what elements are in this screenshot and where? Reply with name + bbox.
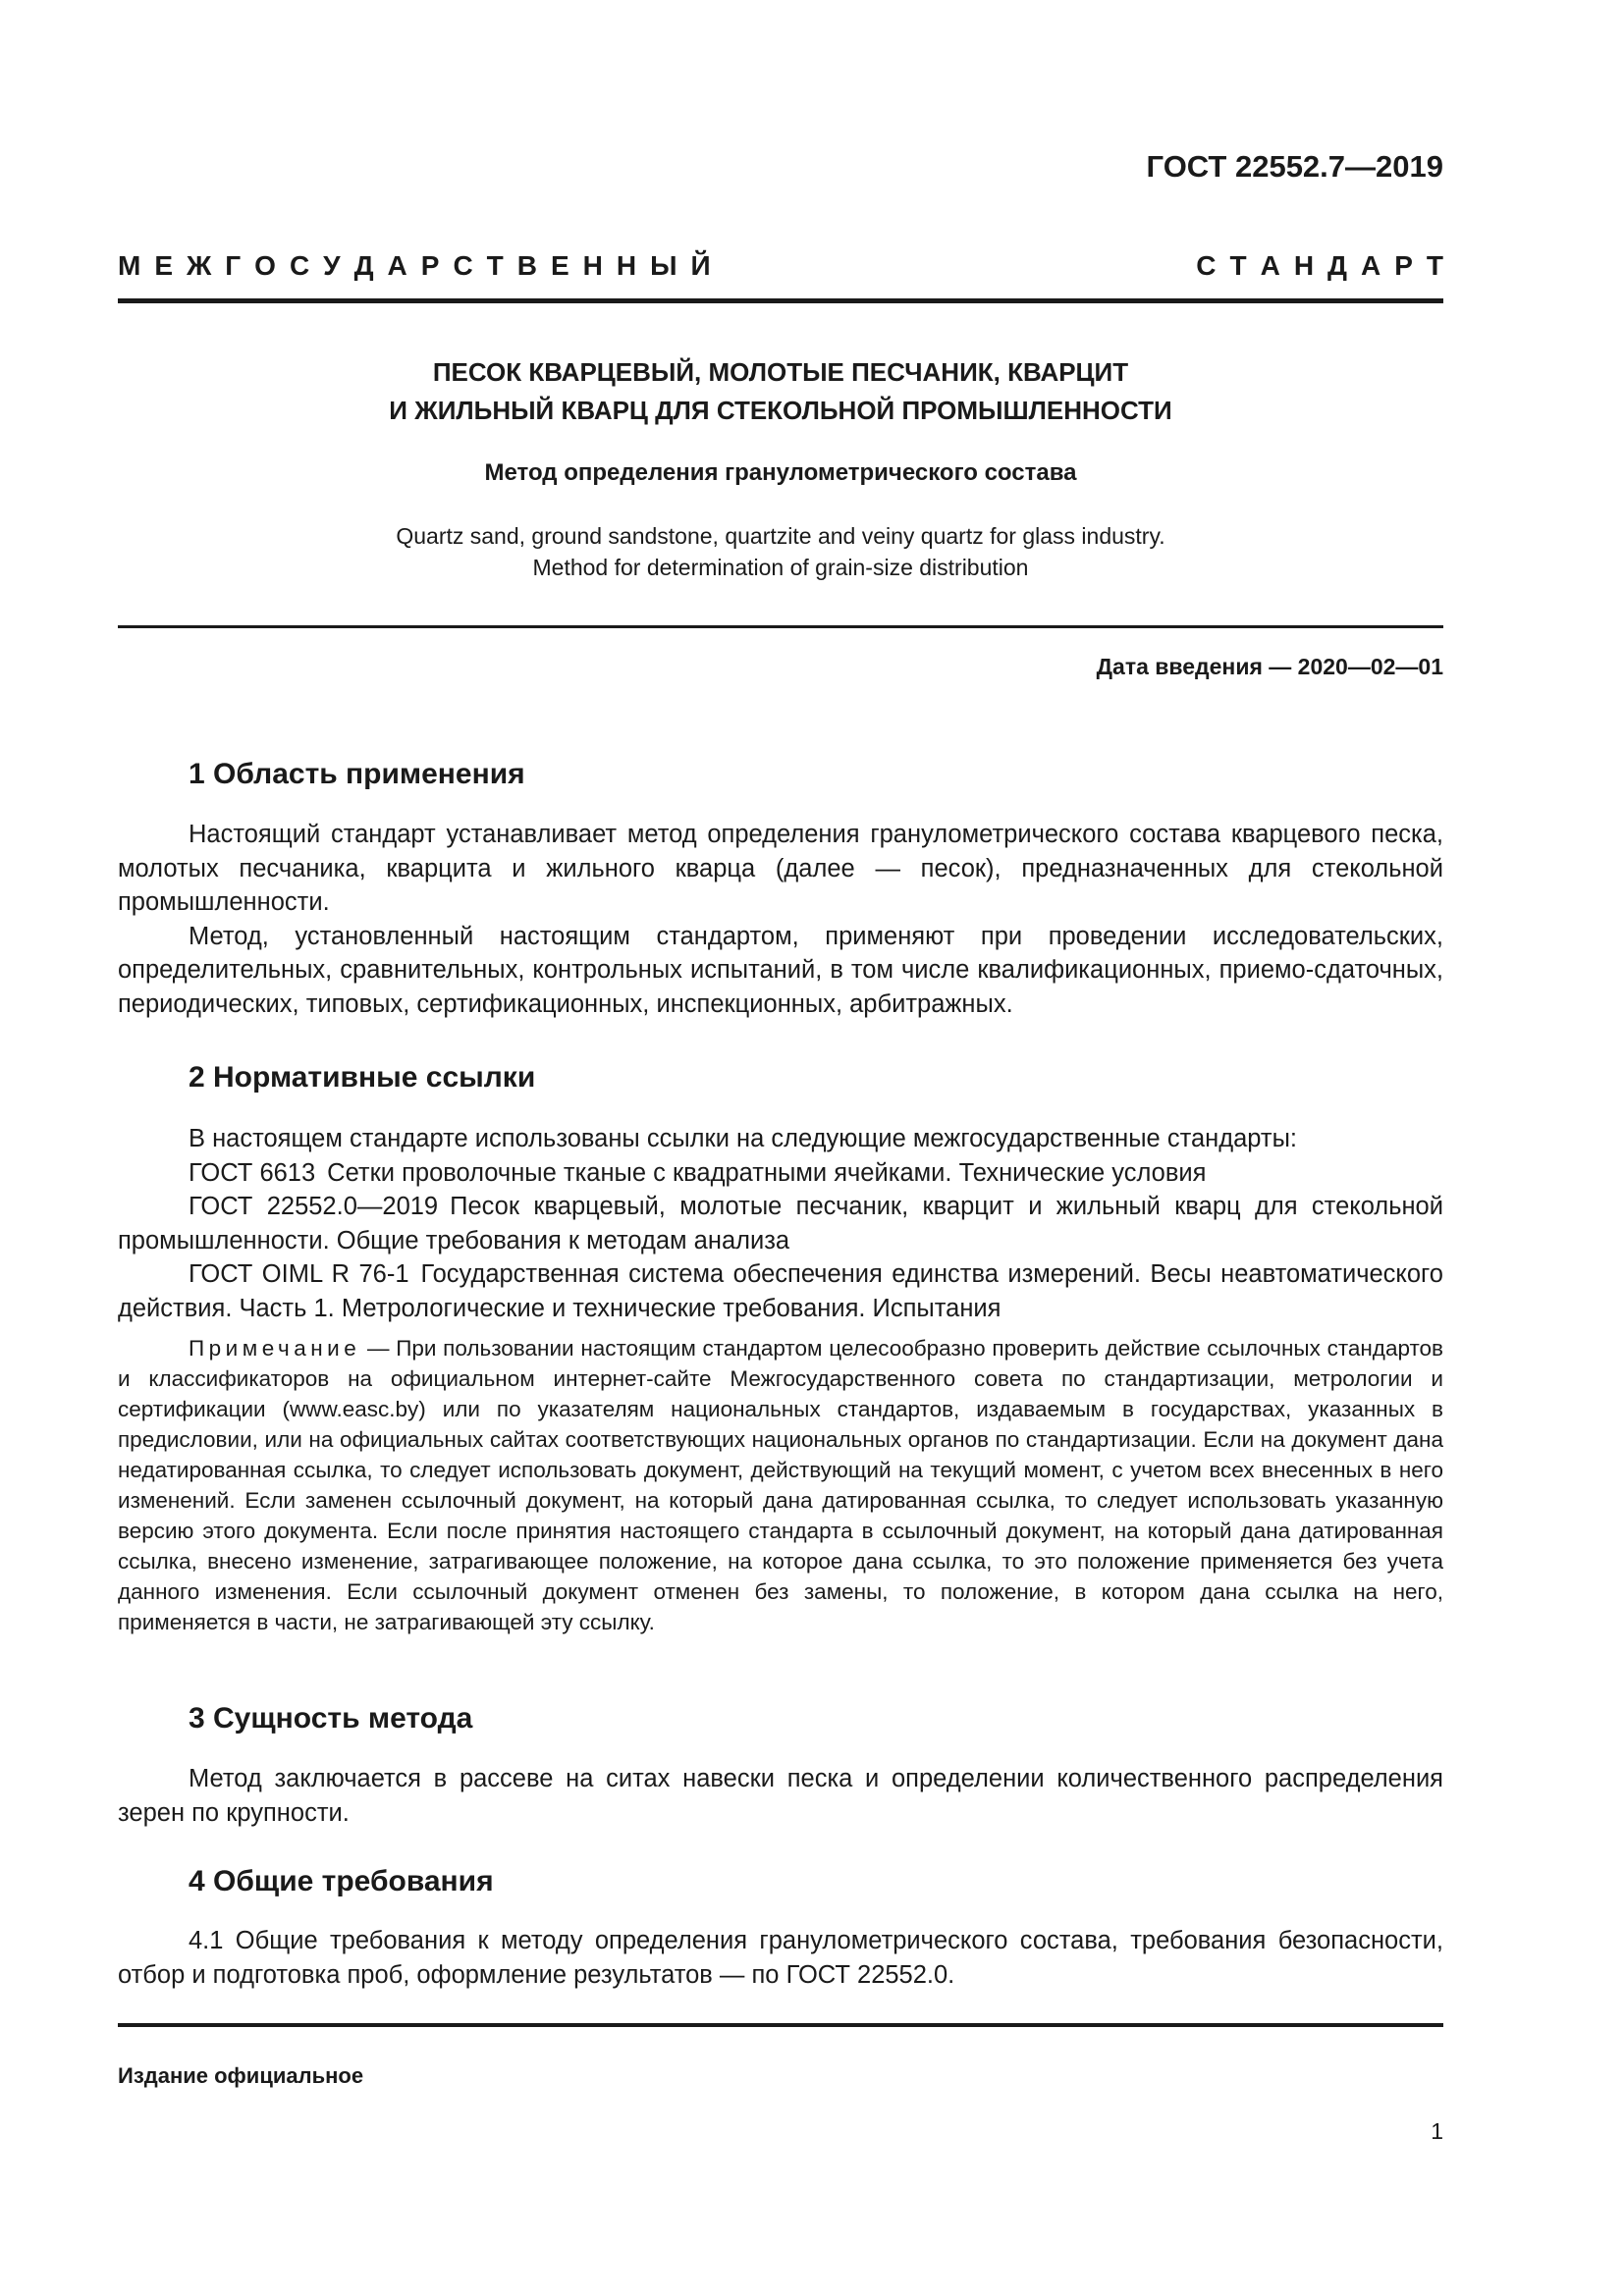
reference-gost-6613 — [118, 1156, 1443, 1191]
section-3-heading: 3 Сущность метода — [189, 1702, 473, 1735]
note-label: Примечание — [189, 1336, 361, 1361]
references-note — [118, 1333, 1443, 1637]
section-2-heading: 2 Нормативные ссылки — [189, 1061, 536, 1094]
introduction-date: Дата введения — 2020—02—01 — [1096, 654, 1443, 679]
official-edition-label: Издание официальное — [118, 2063, 364, 2088]
standard-banner — [118, 250, 1443, 282]
section-4-paragraph-1: 4.1 Общие требования к методу определения гранулометрического состава, требования безопасности, отбор и подготовка проб, оформление результатов — по ГОСТ 22552.0. — [118, 1927, 1443, 1989]
section-1-heading: 1 Область применения — [189, 758, 525, 790]
title-ru-line-1: ПЕСОК КВАРЦЕВЫЙ, МОЛОТЫЕ ПЕСЧАНИК, КВАРЦИТ — [432, 357, 1129, 387]
note-text: — При пользовании настоящим стандартом целесообразно проверить действие ссылочных стандартов и классификаторов на официальном интернет-сайте Межгосударственного совета по стандартизации, метрологии и сертификации (www.easc.by) или по указателям национальных стандартов, издаваемым в государствах, указанных в предисловии, или на официальных сайтах соответствующих национальных органов по стандартизации. Если на документ дана недатированная ссылка, то следует использовать документ, действующий на текущий момент, с учетом всех внесенных в него изменений. Если заменен ссылочный документ, на который дана датированная ссылка, то следует использовать указанную версию этого документа. Если после принятия настоящего стандарта в ссылочный документ, на который дана датированная ссылка, внесено изменение, затрагивающее положение, на которое дана ссылка, то это положение применяется без учета данного изменения. Если ссылочный документ отменен без замены, то положение, в котором дана ссылка на него, применяется в части, не затрагивающей эту ссылку. — [118, 1336, 1443, 1634]
section-4-body — [118, 1924, 1443, 1992]
title-rule — [118, 625, 1443, 628]
reference-title: Государственная система обеспечения единства измерений. Весы неавтоматического действия. Часть 1. Метрологические и технические требования. Испытания — [118, 1260, 1443, 1322]
section-1-paragraph-2: Метод, установленный настоящим стандартом, применяют при проведении исследовательских, определительных, сравнительных, контрольных испытаний, в том числе квалификационных, приемо-сдаточных, периодических, типовых, сертификационных, инспекционных, арбитражных. — [118, 922, 1443, 1018]
reference-code: ГОСТ OIML R 76-1 — [189, 1260, 409, 1288]
section-2-intro: В настоящем стандарте использованы ссылки на следующие межгосударственные стандарты: — [189, 1125, 1297, 1152]
section-2-body — [118, 1122, 1443, 1325]
section-3-body — [118, 1762, 1443, 1830]
section-1-paragraph-1: Настоящий стандарт устанавливает метод определения гранулометрического состава кварцевого песка, молотых песчаника, кварцита и жильного кварца (далее — песок), предназначенных для стекольной промышленности. — [118, 821, 1443, 916]
reference-oiml-r76 — [118, 1257, 1443, 1325]
title-en-line-2: Method for determination of grain-size distribution — [532, 555, 1029, 580]
reference-code: ГОСТ 22552.0—2019 — [189, 1193, 439, 1220]
reference-code: ГОСТ 6613 — [189, 1158, 316, 1187]
footer-rule — [118, 2023, 1443, 2027]
note-paragraph — [118, 1333, 1443, 1637]
title-en — [118, 520, 1443, 583]
reference-title: Сетки проволочные тканые с квадратными ячейками. Технические условия — [327, 1158, 1207, 1187]
title-en-line-1: Quartz sand, ground sandstone, quartzite and veiny quartz for glass industry. — [396, 523, 1165, 549]
reference-gost-22552-0 — [118, 1190, 1443, 1257]
reference-title: Песок кварцевый, молотые песчаник, кварцит и жильный кварц для стекольной промышленности. Общие требования к методам анализа — [118, 1193, 1443, 1255]
gost-number: ГОСТ 22552.7—2019 — [1146, 149, 1443, 184]
banner-word-interstate: М Е Ж Г О С У Д А Р С Т В Е Н Н Ы Й — [118, 250, 711, 281]
section-4-heading: 4 Общие требования — [189, 1865, 494, 1897]
title-ru-line-2: И ЖИЛЬНЫЙ КВАРЦ ДЛЯ СТЕКОЛЬНОЙ ПРОМЫШЛЕННОСТИ — [389, 396, 1172, 425]
page-number: 1 — [1431, 2118, 1443, 2144]
header-rule — [118, 298, 1443, 303]
banner-word-standard: С Т А Н Д А Р Т — [1196, 250, 1443, 281]
section-3-paragraph-1: Метод заключается в рассеве на ситах навески песка и определении количественного распределения зерен по крупности. — [118, 1765, 1443, 1827]
subtitle-ru: Метод определения гранулометрического состава — [484, 459, 1077, 486]
title-ru — [118, 353, 1443, 430]
section-1-body — [118, 818, 1443, 1021]
